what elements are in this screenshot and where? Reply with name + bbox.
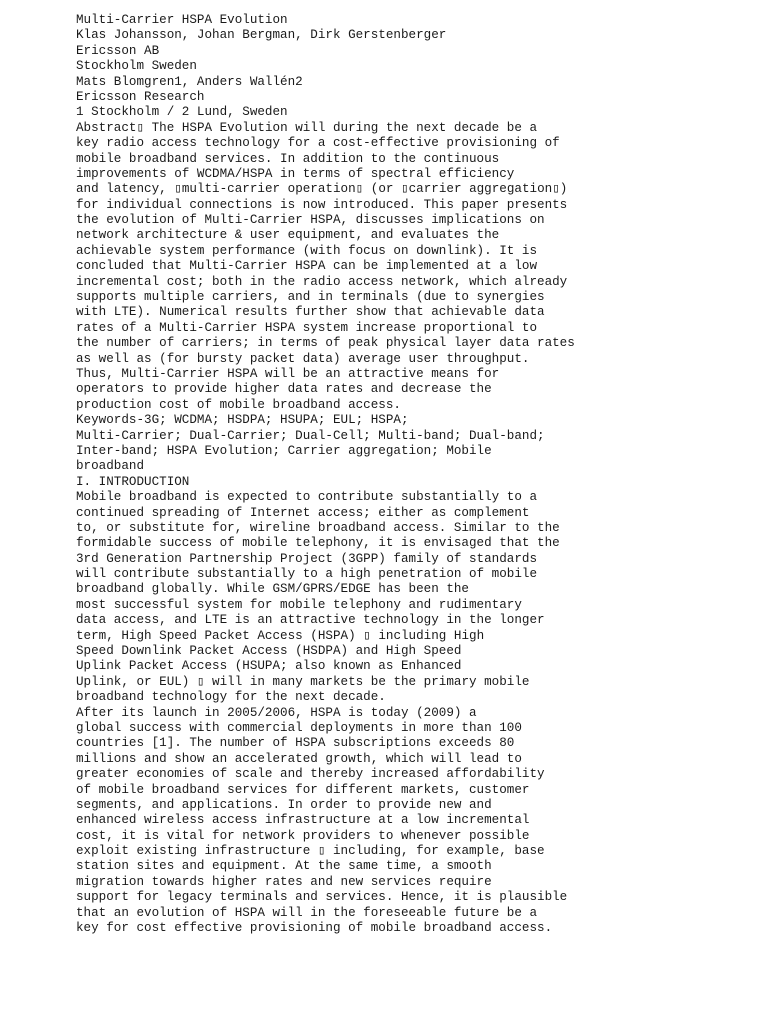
author-line: Mats Blomgren1, Anders Wallén2 [76, 74, 303, 89]
body-line: enhanced wireless access infrastructure at a low incremental [76, 813, 530, 828]
body-line: continued spreading of Internet access; either as complement [76, 505, 530, 520]
abstract-line: Thus, Multi-Carrier HSPA will be an attractive means for [76, 366, 500, 381]
affiliation-line: Stockholm Sweden [76, 59, 197, 74]
body-line: of mobile broadband services for different markets, customer [76, 782, 530, 797]
abstract-line: for individual connections is now introduced. This paper presents [76, 197, 568, 212]
body-line: support for legacy terminals and services. Hence, it is plausible [76, 890, 568, 905]
keywords-line: Multi-Carrier; Dual-Carrier; Dual-Cell; Multi-band; Dual-band; [76, 428, 545, 443]
abstract-line: mobile broadband services. In addition to the continuous [76, 151, 500, 166]
keywords-line: Keywords-3G; WCDMA; HSDPA; HSUPA; EUL; HSPA; [76, 413, 409, 428]
body-line: Mobile broadband is expected to contribute substantially to a [76, 490, 538, 505]
author-line: Klas Johansson, Johan Bergman, Dirk Gerstenberger [76, 28, 447, 43]
abstract-line: operators to provide higher data rates and decrease the [76, 382, 492, 397]
body-line: Speed Downlink Packet Access (HSDPA) and High Speed [76, 644, 462, 659]
abstract-line: achievable system performance (with focus on downlink). It is [76, 243, 538, 258]
abstract-line: concluded that Multi-Carrier HSPA can be implemented at a low [76, 259, 538, 274]
body-line: greater economies of scale and thereby increased affordability [76, 767, 545, 782]
body-line: that an evolution of HSPA will in the foreseeable future be a [76, 905, 538, 920]
body-line: migration towards higher rates and new services require [76, 874, 492, 889]
body-line: After its launch in 2005/2006, HSPA is today (2009) a [76, 705, 477, 720]
affiliation-line: Ericsson Research [76, 89, 205, 104]
abstract-line: rates of a Multi-Carrier HSPA system increase proportional to [76, 320, 538, 335]
body-line: Uplink Packet Access (HSUPA; also known as Enhanced [76, 659, 462, 674]
body-line: broadband globally. While GSM/GPRS/EDGE has been the [76, 582, 469, 597]
body-line: key for cost effective provisioning of mobile broadband access. [76, 921, 553, 936]
abstract-line: network architecture & user equipment, and evaluates the [76, 228, 500, 243]
body-line: broadband technology for the next decade. [76, 690, 386, 705]
abstract-line: incremental cost; both in the radio access network, which already [76, 274, 568, 289]
body-line: will contribute substantially to a high penetration of mobile [76, 567, 538, 582]
body-line: formidable success of mobile telephony, it is envisaged that the [76, 536, 560, 551]
section-heading: I. INTRODUCTION [76, 474, 190, 489]
abstract-line: key radio access technology for a cost-effective provisioning of [76, 136, 560, 151]
body-line: exploit existing infrastructure ▯ including, for example, base [76, 844, 545, 859]
body-line: millions and show an accelerated growth, which will lead to [76, 751, 522, 766]
body-line: countries [1]. The number of HSPA subscriptions exceeds 80 [76, 736, 515, 751]
abstract-line: the evolution of Multi-Carrier HSPA, discusses implications on [76, 213, 545, 228]
abstract-line: Abstract▯ The HSPA Evolution will during the next decade be a [76, 120, 538, 135]
keywords-line: Inter-band; HSPA Evolution; Carrier aggregation; Mobile [76, 443, 492, 458]
abstract-line: and latency, ▯multi-carrier operation▯ (or ▯carrier aggregation▯) [76, 182, 568, 197]
keywords-line: broadband [76, 459, 145, 474]
body-line: cost, it is vital for network providers to whenever possible [76, 828, 530, 843]
body-line: station sites and equipment. At the same time, a smooth [76, 859, 492, 874]
body-line: to, or substitute for, wireline broadband access. Similar to the [76, 520, 560, 535]
body-line: most successful system for mobile telephony and rudimentary [76, 597, 522, 612]
body-line: segments, and applications. In order to provide new and [76, 797, 492, 812]
abstract-line: supports multiple carriers, and in terminals (due to synergies [76, 290, 545, 305]
abstract-line: as well as (for bursty packet data) average user throughput. [76, 351, 530, 366]
abstract-line: the number of carriers; in terms of peak physical layer data rates [76, 336, 575, 351]
body-line: data access, and LTE is an attractive technology in the longer [76, 613, 545, 628]
body-line: Uplink, or EUL) ▯ will in many markets be the primary mobile [76, 674, 530, 689]
affiliation-line: Ericsson AB [76, 43, 160, 58]
affiliation-line: 1 Stockholm / 2 Lund, Sweden [76, 105, 288, 120]
body-line: term, High Speed Packet Access (HSPA) ▯ including High [76, 628, 485, 643]
abstract-line: with LTE). Numerical results further show that achievable data [76, 305, 545, 320]
abstract-line: production cost of mobile broadband access. [76, 397, 401, 412]
body-line: 3rd Generation Partnership Project (3GPP) family of standards [76, 551, 538, 566]
body-line: global success with commercial deployments in more than 100 [76, 720, 522, 735]
paper-title: Multi-Carrier HSPA Evolution [76, 13, 288, 27]
document-text [76, 13, 756, 936]
abstract-line: improvements of WCDMA/HSPA in terms of spectral efficiency [76, 166, 515, 181]
